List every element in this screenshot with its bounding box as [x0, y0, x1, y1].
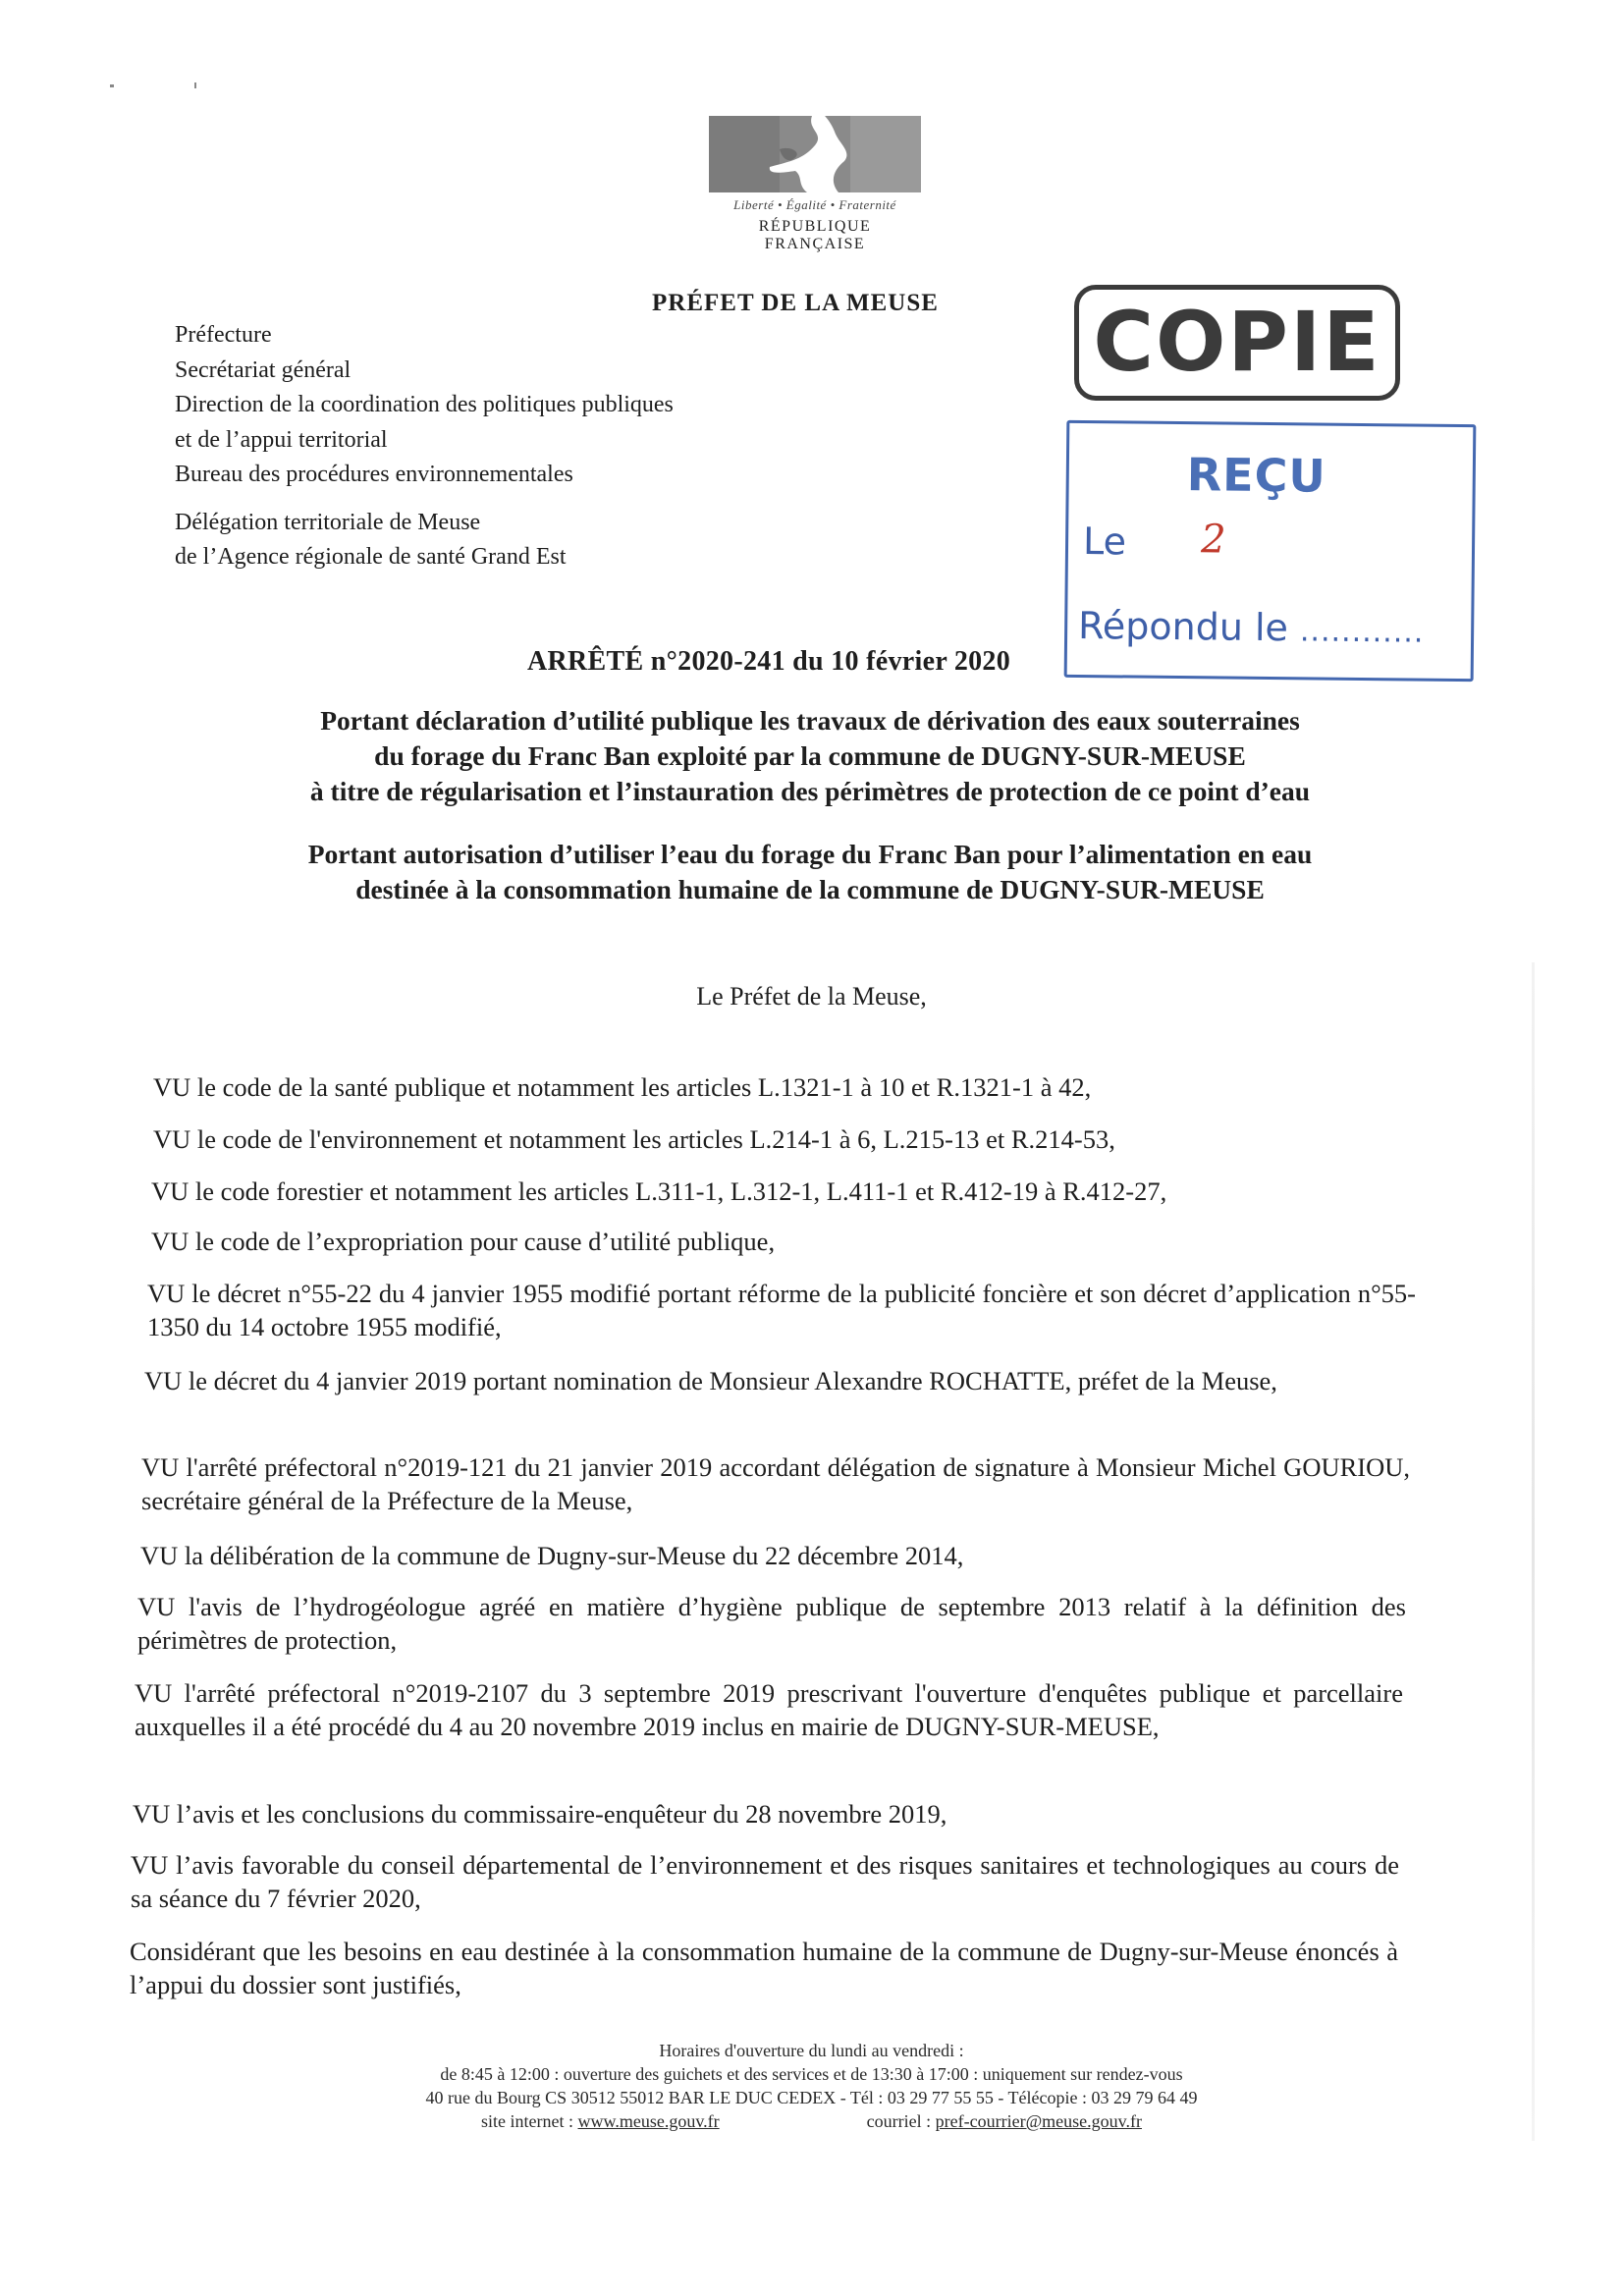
- recu-repondu: [1078, 604, 1425, 651]
- footer-contact: [0, 2109, 1623, 2133]
- recu-repondu-dots: ............: [1299, 614, 1425, 650]
- ars-line: de l’Agence régionale de santé Grand Est: [175, 544, 567, 570]
- services-block: [175, 318, 674, 493]
- visa-paragraph: VU le code de l'environnement et notamment les articles L.214-1 à 6, L.215-13 et R.214-53,: [153, 1124, 1115, 1154]
- object-autorisation: [157, 837, 1463, 907]
- object-line: destinée à la consommation humaine de la commune de DUGNY-SUR-MEUSE: [355, 874, 1265, 904]
- visa-paragraph: VU le code de la santé publique et notamment les articles L.1321-1 à 10 et R.1321-1 à 42,: [153, 1072, 1092, 1102]
- visa-paragraph: VU le code de l’expropriation pour cause d’utilité publique,: [151, 1227, 776, 1256]
- ars-line: Délégation territoriale de Meuse: [175, 510, 481, 535]
- object-line: du forage du Franc Ban exploité par la commune de DUGNY-SUR-MEUSE: [374, 740, 1246, 771]
- copie-stamp: COPIE: [1074, 285, 1400, 401]
- intro-line: Le Préfet de la Meuse,: [696, 982, 927, 1011]
- object-line: Portant déclaration d’utilité publique les travaux de dérivation des eaux souterraines: [320, 705, 1300, 736]
- visa-paragraph: VU l'avis de l’hydrogéologue agréé en matière d’hygiène publique de septembre 2013 relatif à la définition des périmètres de protection,: [137, 1592, 1406, 1655]
- motto: Liberté • Égalité • Fraternité: [733, 197, 896, 212]
- footer-hours-title: Horaires d'ouverture du lundi au vendredi :: [659, 2041, 964, 2060]
- recu-repondu-label: Répondu le: [1077, 603, 1289, 650]
- service-line: Préfecture: [175, 322, 272, 348]
- service-line: Bureau des procédures environnementales: [175, 462, 573, 487]
- visa-paragraph: VU l’avis et les conclusions du commissaire-enquêteur du 28 novembre 2019,: [133, 1799, 947, 1829]
- scan-speck: [194, 82, 196, 88]
- footer: [0, 2039, 1623, 2133]
- service-line: et de l’appui territorial: [175, 426, 388, 453]
- recu-le-value: 2: [1200, 517, 1226, 563]
- prefet-heading: PRÉFET DE LA MEUSE: [652, 290, 939, 316]
- visa-paragraph: VU l'arrêté préfectoral n°2019-121 du 21 janvier 2019 accordant délégation de signature à Monsieur Michel GOURIOU, secrétaire général de la Préfecture de la Meuse,: [141, 1452, 1410, 1515]
- site-label: site internet :: [481, 2111, 574, 2131]
- marianne-icon: [709, 116, 921, 192]
- republique-logo: [709, 116, 921, 255]
- considerant-paragraph: Considérant que les besoins en eau destinée à la consommation humaine de la commune de Dugny-sur-Meuse énoncés à l’appui du dossier sont justifiés,: [130, 1937, 1398, 1999]
- mail-label: courriel :: [866, 2111, 932, 2131]
- scan-speck: [110, 84, 114, 87]
- object-declaration: [157, 703, 1463, 809]
- visa-paragraph: VU le décret du 4 janvier 2019 portant nomination de Monsieur Alexandre ROCHATTE, préfet de la Meuse,: [144, 1366, 1277, 1395]
- visa-paragraph: VU l'arrêté préfectoral n°2019-2107 du 3 septembre 2019 prescrivant l'ouverture d'enquêtes publique et parcellaire auxquelles il a été procédé du 4 au 20 novembre 2019 inclus en mairie de DUGNY-SUR-MEUSE,: [135, 1678, 1403, 1741]
- recu-le-label: Le: [1082, 519, 1127, 564]
- footer-hours: de 8:45 à 12:00 : ouverture des guichets et des services et de 13:30 à 17:00 : uniquement sur rendez-vous: [440, 2064, 1183, 2084]
- visa-paragraph: VU le code forestier et notamment les articles L.311-1, L.312-1, L.411-1 et R.412-19 à R.412-27,: [151, 1176, 1167, 1206]
- object-line: Portant autorisation d’utiliser l’eau du forage du Franc Ban pour l’alimentation en eau: [307, 839, 1313, 869]
- visa-paragraph: VU l’avis favorable du conseil départemental de l’environnement et des risques sanitaires et technologiques au cours de sa séance du 7 février 2020,: [131, 1850, 1399, 1913]
- service-line: Direction de la coordination des politiques publiques: [175, 392, 674, 417]
- scan-edge: [1532, 962, 1535, 2141]
- ars-block: [175, 506, 567, 574]
- recu-title: REÇU: [1186, 448, 1327, 503]
- visa-paragraph: VU le décret n°55-22 du 4 janvier 1955 modifié portant réforme de la publicité foncière et son décret d’application n°55-1350 du 14 octobre 1955 modifié,: [147, 1279, 1416, 1341]
- site-link[interactable]: www.meuse.gouv.fr: [577, 2111, 720, 2131]
- mail-link[interactable]: pref-courrier@meuse.gouv.fr: [935, 2111, 1142, 2131]
- republique-francaise: RÉPUBLIQUE FRANÇAISE: [758, 218, 872, 252]
- footer-address: 40 rue du Bourg CS 30512 55012 BAR LE DUC CEDEX - Tél : 03 29 77 55 55 - Télécopie : 03 29 79 64 49: [425, 2088, 1198, 2107]
- object-line: à titre de régularisation et l’instauration des périmètres de protection de ce point d’eau: [309, 776, 1311, 806]
- recu-stamp: [1064, 420, 1477, 682]
- service-line: Secrétariat général: [175, 356, 352, 383]
- visa-paragraph: VU la délibération de la commune de Dugny-sur-Meuse du 22 décembre 2014,: [140, 1541, 964, 1570]
- arrete-title: ARRÊTÉ n°2020-241 du 10 février 2020: [527, 646, 1011, 677]
